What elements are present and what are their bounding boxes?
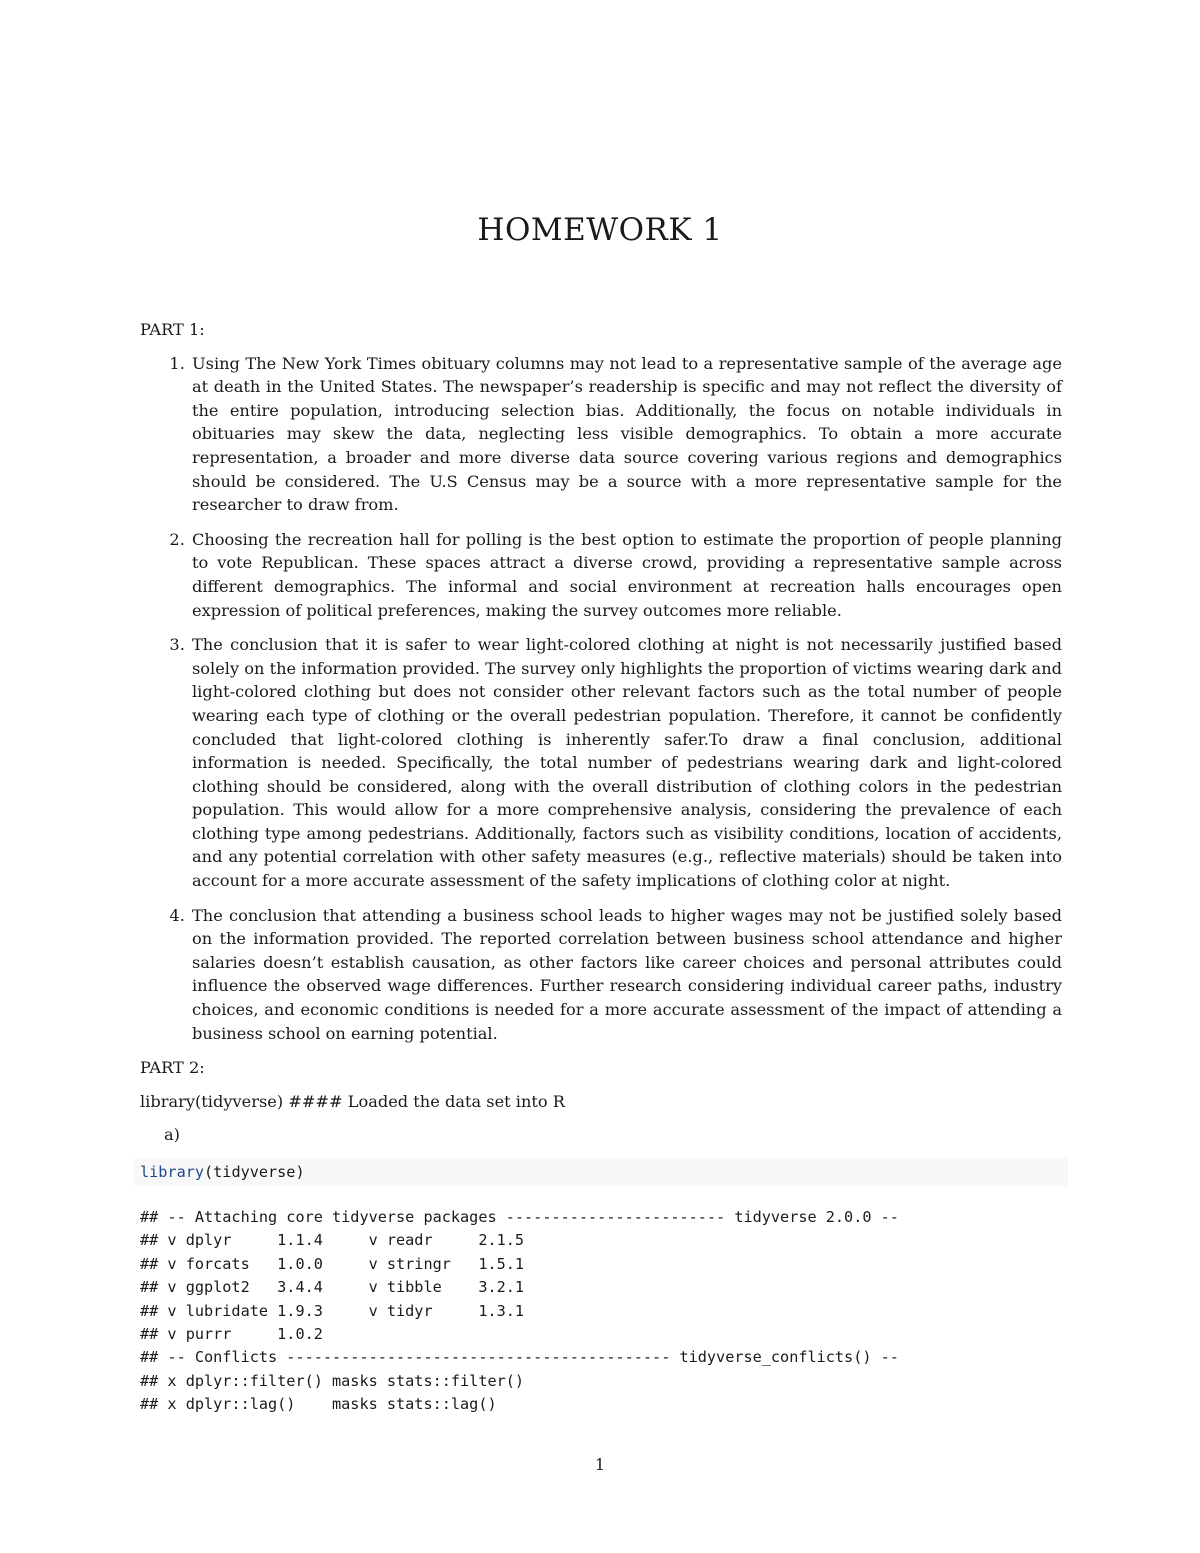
- output-line: ## v ggplot2 3.4.4 v tibble 3.2.1: [140, 1278, 525, 1297]
- output-line: ## -- Conflicts ------------------------------------------ tidyverse_conflicts() --: [140, 1348, 899, 1367]
- output-line: ## -- Attaching core tidyverse packages ------------------------ tidyverse 2.0.0 --: [140, 1208, 899, 1226]
- document-title: HOMEWORK 1: [477, 212, 723, 248]
- console-output: [140, 1206, 1062, 1417]
- answer-item-1: 1. Using The New York Times obituary columns may not lead to a representative sample of the average age at death in the United States. The newspaper’s readership is specific and may not reflect the diversity of the entire population, introducing selection bias. Additionally, the focus on notable individuals in obituaries may skew the data, neglecting less visible demographics. To obtain a more accurate representation, a broader and more diverse data source covering various regions and demographics should be considered. The U.S Census may be a source with a more representative sample for the researcher to draw from.: [190, 352, 1062, 517]
- output-line: ## v dplyr 1.1.4 v readr 2.1.5: [140, 1231, 525, 1250]
- document-body: [140, 318, 1062, 1417]
- output-line: ## x dplyr::lag() masks stats::lag(): [140, 1395, 497, 1414]
- output-line: ## v purrr 1.0.2: [140, 1325, 323, 1344]
- part1-heading: PART 1:: [140, 320, 205, 339]
- part2-sublist: [140, 1123, 1062, 1147]
- part2-heading: PART 2:: [140, 1058, 205, 1078]
- output-line: ## v lubridate 1.9.3 v tidyr 1.3.1: [140, 1301, 525, 1320]
- answer-item-4: 4. The conclusion that attending a business school leads to higher wages may not be justified solely based on the information provided. The reported correlation between business school attendance and higher salaries doesn’t establish causation, as other factors like career choices and personal attributes could influence the observed wage differences. Further research considering individual career paths, industry choices, and economic conditions is needed for a more accurate assessment of the impact of attending a business school on earning potential.: [190, 904, 1062, 1046]
- answer-item-2: 2. Choosing the recreation hall for polling is the best option to estimate the proportion of people planning to vote Republican. These spaces attract a diverse crowd, providing a representative sample across different demographics. The informal and social environment at recreation halls encourages open expression of political preferences, making the survey outcomes more reliable.: [190, 528, 1062, 622]
- part2-intro: library(tidyverse) #### Loaded the data set into R: [140, 1091, 565, 1111]
- output-line: ## x dplyr::filter() masks stats::filter(): [140, 1371, 525, 1390]
- page-number: 1: [594, 1455, 606, 1474]
- code-argument: (tidyverse): [204, 1163, 305, 1181]
- answer-item-3: 3. The conclusion that it is safer to wear light-colored clothing at night is not necessarily justified based solely on the information provided. The survey only highlights the proportion of victims wearing dark and light-colored clothing but does not consider other relevant factors such as the total number of people wearing each type of clothing or the overall pedestrian population. Therefore, it cannot be confidently concluded that light-colored clothing is inherently safer.To draw a final conclusion, additional information is needed. Specifically, the total number of pedestrians wearing dark and light-colored clothing should be considered, along with the overall distribution of clothing colors in the pedestrian population. This would allow for a more comprehensive analysis, considering the prevalence of each clothing type among pedestrians. Additionally, factors such as visibility conditions, location of accidents, and any potential correlation with other safety measures (e.g., reflective materials) should be taken into account for a more accurate assessment of the safety implications of clothing color at night.: [190, 633, 1062, 893]
- sub-item-a: a): [164, 1125, 180, 1145]
- output-line: ## v forcats 1.0.0 v stringr 1.5.1: [140, 1254, 525, 1273]
- code-chunk: [134, 1158, 1068, 1186]
- code-function-name: library: [140, 1163, 205, 1181]
- part1-answer-list: [140, 352, 1062, 1046]
